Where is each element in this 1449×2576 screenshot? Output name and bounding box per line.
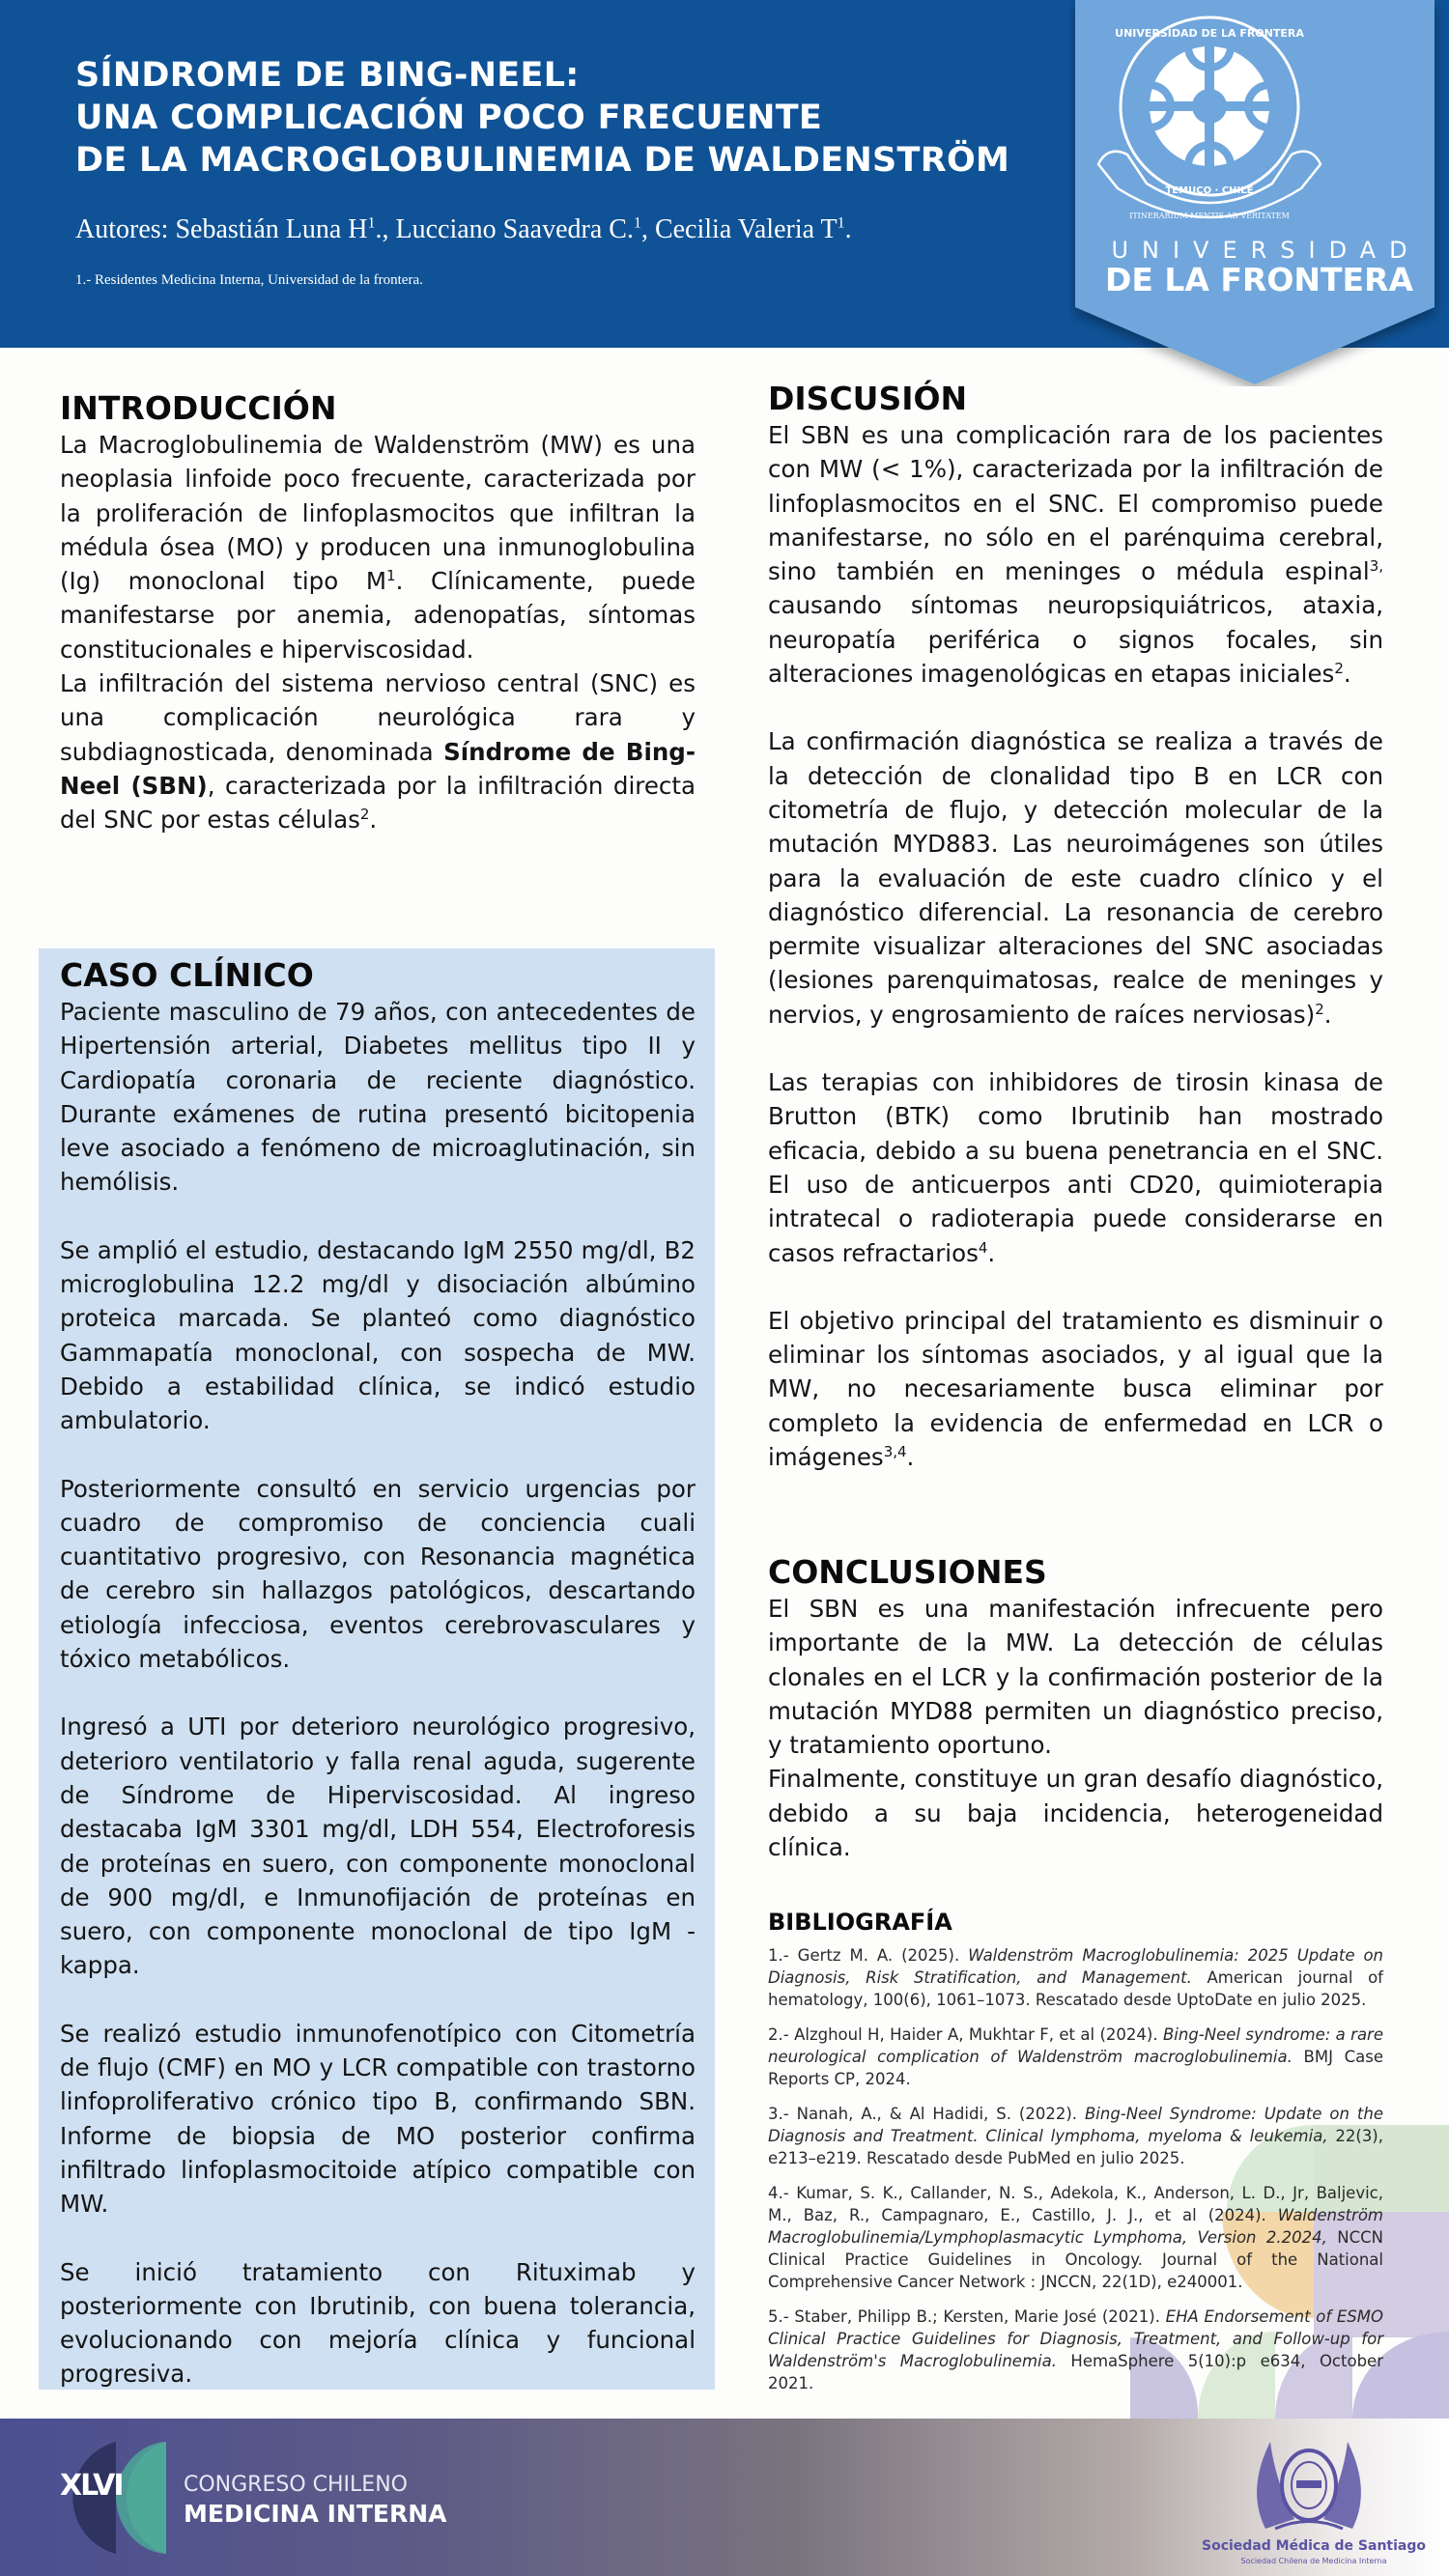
university-name-line1: UNIVERSIDAD [1111, 237, 1421, 264]
section-heading: DISCUSIÓN [768, 380, 968, 417]
svg-text:TEMUCO · CHILE: TEMUCO · CHILE [1165, 185, 1254, 196]
section-bibliografia [768, 1908, 1383, 2394]
reference-item: 4.- Kumar, S. K., Callander, N. S., Adekola, K., Anderson, L. D., Jr, Baljevic, M., Baz, R., Campagnaro, E., Castillo, J. J., et al (2024). Waldenström Macroglobulinemia/Lymphoplasmacytic Lymphoma, Version 2.2024, NCCN Clinical Practice Guidelines in Oncology. Journal of the National Comprehensive Cancer Network : JNCCN, 22(1D), e240001. [768, 2184, 1383, 2291]
section-conclusiones [768, 1553, 1383, 1864]
case-paragraph: Se realizó estudio inmunofenotípico con Citometría de flujo (CMF) en MO y LCR compatible con trastorno linfoproliferativo crónico tipo B, confirmando SBN. Informe de biopsia de MO posterior confirma infiltrado linfoplasmocitoide atípico compatible con MW. [60, 2019, 696, 2219]
affiliation: 1.- Residentes Medicina Interna, Universidad de la frontera. [75, 272, 423, 288]
discussion-paragraph-4: El objetivo principal del tratamiento es disminuir o eliminar los síntomas asociados, y al igual que la MW, no necesariamente busca eliminar por completo la evidencia de enfermedad en LCR o imágenes$^{3,4}$. [768, 1306, 1383, 1472]
conclusion-paragraph-2: Finalmente, constituye un gran desafío diagnóstico, debido a su baja incidencia, heterogeneidad clínica. [768, 1765, 1383, 1862]
case-paragraph: Se amplió el estudio, destacando IgM 2550 mg/dl, B2 microglobulina 12.2 mg/dl y disociación albúmino proteica marcada. Se planteó como diagnóstico Gammapatía monoclonal, con sospecha de MW. Debido a estabilidad clínica, se indicó estudio ambulatorio. [60, 1235, 696, 1435]
intro-paragraph-2: La infiltración del sistema nervioso central (SNC) es una complicación neurológica rara y subdiagnosticada, denominada Síndrome de Bing-Neel (SBN), caracterizada por la infiltración directa del SNC por estas células$^2$. [60, 669, 696, 835]
congress-name-line1: CONGRESO CHILENO [184, 2473, 408, 2497]
university-logo-banner [1069, 0, 1449, 386]
section-heading: CONCLUSIONES [768, 1553, 1047, 1591]
case-paragraph: Posteriormente consultó en servicio urgencias por cuadro de compromiso de conciencia cuali cuantitativo progresivo, con Resonancia magnética de cerebro sin hallazgos patológicos, descartando etiología infecciosa, eventos cerebrovasculares y tóxico metabólicos. [60, 1474, 696, 1674]
society-emblem-icon [1236, 2432, 1381, 2538]
reference-item: 2.- Alzghoul H, Haider A, Mukhtar F, et al (2024). Bing-Neel syndrome: a rare neurological complication of Waldenström macroglobulinemia. BMJ Case Reports CP, 2024. [768, 2025, 1383, 2088]
reference-item: 3.- Nanah, A., & Al Hadidi, S. (2022). Bing-Neel Syndrome: Update on the Diagnosis and Treatment. Clinical lymphoma, myeloma & leukemia, 22(3), e213–e219. Rescatado desde PubMed en julio 2025. [768, 2105, 1383, 2167]
section-caso-clinico [60, 956, 696, 2392]
svg-text:UNIVERSIDAD DE LA FRONTERA: UNIVERSIDAD DE LA FRONTERA [1115, 27, 1304, 40]
case-paragraph: Paciente masculino de 79 años, con antecedentes de Hipertensión arterial, Diabetes mellitus tipo II y Cardiopatía coronaria de reciente diagnóstico. Durante exámenes de rutina presentó bicitopenia leve asociado a fenómeno de microaglutinación, sin hemólisis. [60, 998, 696, 1197]
title-line-3: DE LA MACROGLOBULINEMIA DE WALDENSTRÖM [75, 141, 1010, 180]
author-1: Sebastián Luna H [175, 214, 368, 244]
author-3: Cecilia Valeria T [654, 214, 838, 244]
society-name: Sociedad Médica de Santiago [1202, 2538, 1426, 2554]
university-seal-icon [1069, 0, 1350, 232]
section-heading: BIBLIOGRAFÍA [768, 1909, 952, 1936]
title-line-1: SÍNDROME DE BING-NEEL: [75, 56, 580, 95]
congress-name-line2: MEDICINA INTERNA [184, 2500, 447, 2528]
svg-text:ITINERARIUM MENTIS AD VERITATE: ITINERARIUM MENTIS AD VERITATEM [1129, 212, 1290, 220]
university-name-line2: DE LA FRONTERA [1104, 261, 1414, 298]
case-paragraph: Ingresó a UTI por deterioro neurológico progresivo, deterioro ventilatorio y falla renal aguda, sugerente de Síndrome de Hiperviscosidad. Al ingreso destacaba IgM 3301 mg/dl, LDH 554, Electroforesis de proteínas en suero, con componente monoclonal de 900 mg/dl, e Inmunofijación de proteínas en suero, con componente monoclonal de tipo IgM - kappa. [60, 1713, 696, 1980]
title-line-2: UNA COMPLICACIÓN POCO FRECUENTE [75, 99, 823, 137]
congress-numeral: XLVI [60, 2469, 123, 2503]
poster-title [75, 54, 1009, 182]
section-heading: INTRODUCCIÓN [60, 389, 337, 427]
section-heading: CASO CLÍNICO [60, 956, 314, 994]
conclusion-paragraph-1: El SBN es una manifestación infrecuente pero importante de la MW. La detección de células clonales en el LCR y la confirmación posterior de la mutación MYD88 permiten un diagnóstico preciso, y tratamiento oportuno. [768, 1595, 1383, 1760]
authors-line: Autores: Sebastián Luna $H^1$., Lucciano Saavedra C.$^1$, Cecilia Valeria $T^1$. [75, 214, 852, 244]
author-2: Lucciano Saavedra C. [395, 214, 634, 244]
reference-item: 1.- Gertz M. A. (2025). Waldenström Macroglobulinemia: 2025 Update on Diagnosis, Risk Stratification, and Management. American journal of hematology, 100(6), 1061–1073. Rescatado desde UptoDate en julio 2025. [768, 1946, 1383, 2009]
discussion-paragraph-3: Las terapias con inhibidores de tirosin kinasa de Brutton (BTK) como Ibrutinib han mostrado eficacia, debido a su buena penetrancia en el SNC. El uso de anticuerpos anti CD20, quimioterapia intratecal o radioterapia puede considerarse en casos refractarios$^4$. [768, 1068, 1383, 1267]
section-discusion [768, 380, 1383, 1474]
poster-footer [0, 2419, 1449, 2576]
discussion-paragraph-2: La confirmación diagnóstica se realiza a través de la detección de clonalidad tipo B en LCR con citometría de flujo, y detección molecular de la mutación MYD883. Las neuroimágenes son útiles para la evaluación de este cuadro clínico y el diagnóstico diferencial. La resonancia de cerebro permite visualizar alteraciones del SNC asociadas (lesiones parenquimatosas, realce de meninges y nervios, y engrosamiento de raíces nerviosas)$^2$. [768, 727, 1383, 1029]
discussion-paragraph-1: El SBN es una complicación rara de los pacientes con MW (< 1%), caracterizada por la infiltración de linfoplasmocitos en el SNC. El compromiso puede manifestarse, no sólo en el parénquima cerebral, sino también en meninges o médula espinal$^{3,}$ causando síntomas neuropsiquiátricos, ataxia, neuropatía periférica o signos focales, sin alteraciones imagenológicas en etapas iniciales$^2$. [768, 421, 1383, 689]
reference-item: 5.- Staber, Philipp B.; Kersten, Marie José (2021). EHA Endorsement of ESMO Clinical Practice Guidelines for Diagnosis, Treatment, and Follow-up for Waldenström's Macroglobulinemia. HemaSphere 5(10):p e634, October 2021. [768, 2307, 1383, 2392]
section-introduccion [60, 389, 696, 837]
intro-paragraph-1: La Macroglobulinemia de Waldenström (MW) es una neoplasia linfoide poco frecuente, caracterizada por la proliferación de linfoplasmocitos que infiltran la médula ósea (MO) y producen una inmunoglobulina (Ig) monoclonal tipo $M^1$. Clínicamente, puede manifestarse por anemia, adenopatías, síntomas constitucionales e hiperviscosidad. [60, 431, 696, 664]
society-subtitle: Sociedad Chilena de Medicina Interna [1240, 2557, 1387, 2565]
case-paragraph: Se inició tratamiento con Rituximab y posteriormente con Ibrutinib, con buena tolerancia, evolucionando con mejoría clínica y funcional progresiva. [60, 2257, 696, 2389]
